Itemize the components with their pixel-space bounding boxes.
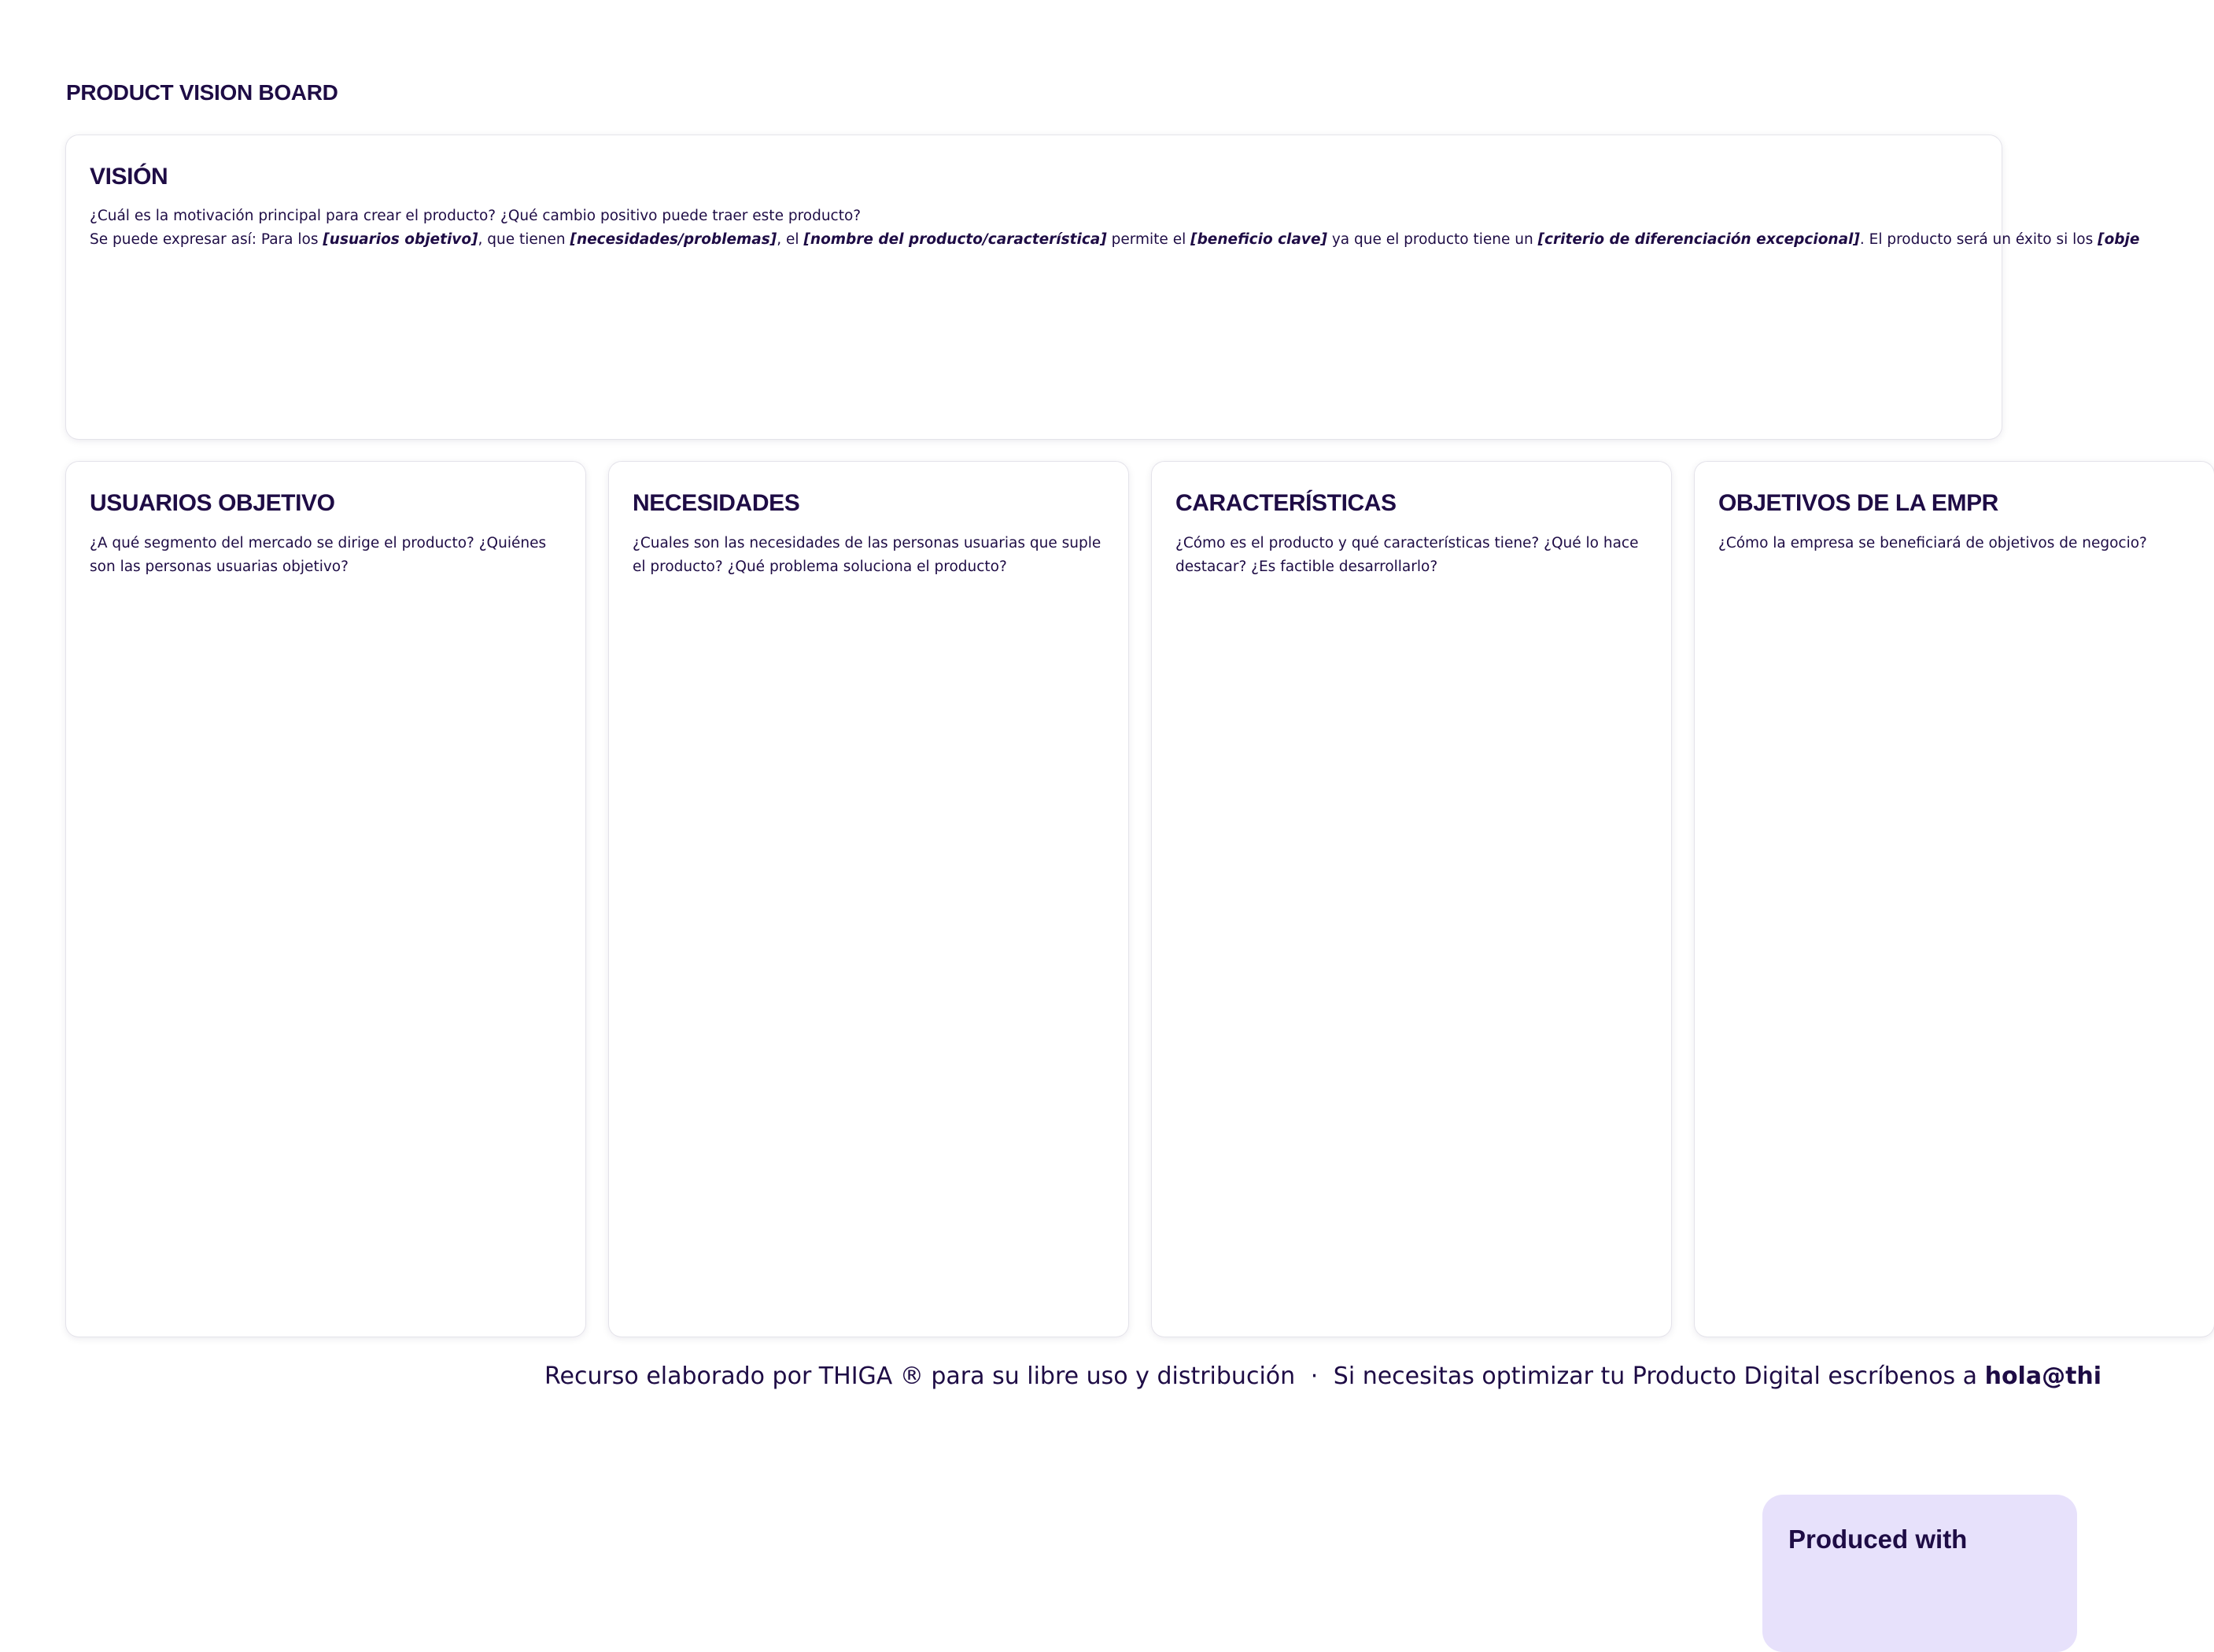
- footer-separator: ·: [1310, 1363, 1319, 1390]
- business-goals-card[interactable]: [1695, 462, 2214, 1337]
- footer-email-link[interactable]: hola@thi: [1984, 1363, 2102, 1390]
- template-placeholder: [obje: [2098, 231, 2140, 248]
- template-placeholder: [beneficio clave]: [1190, 231, 1327, 248]
- template-text: , que tienen: [478, 231, 570, 248]
- board-title: PRODUCT VISION BOARD: [66, 80, 338, 105]
- template-placeholder: [nombre del producto/característica]: [803, 231, 1107, 248]
- target-users-card[interactable]: [66, 462, 585, 1337]
- template-text: , el: [777, 231, 804, 248]
- produced-with-label: Produced with: [1788, 1525, 1968, 1554]
- produced-with-badge[interactable]: [1762, 1495, 2077, 1652]
- card-title: USUARIOS OBJETIVO: [90, 490, 335, 516]
- vision-title: VISIÓN: [90, 164, 168, 190]
- card-description: ¿Cómo la empresa se beneficiará de objetivos de negocio?: [1718, 535, 2147, 551]
- card-description: ¿A qué segmento del mercado se dirige el producto? ¿Quiénes son las personas usuarias objetivo?: [90, 535, 547, 575]
- vision-template: [90, 228, 2139, 252]
- vision-card[interactable]: [66, 135, 2140, 439]
- card-description: ¿Cuales son las necesidades de las personas usuarias que suple el producto? ¿Qué problema soluciona el producto?: [633, 535, 1101, 575]
- card-title: NECESIDADES: [633, 490, 800, 516]
- card-title: CARACTERÍSTICAS: [1175, 490, 1397, 516]
- vision-question: ¿Cuál es la motivación principal para crear el producto? ¿Qué cambio positivo puede traer este producto?: [90, 208, 862, 224]
- template-text: ya que el producto tiene un: [1327, 231, 1538, 248]
- features-card[interactable]: [1152, 462, 1671, 1337]
- vision-description: [90, 205, 2139, 252]
- footer-text: Recurso elaborado por THIGA ® para su libre uso y distribución: [544, 1363, 1296, 1390]
- template-placeholder: [usuarios objetivo]: [323, 231, 478, 248]
- card-description: ¿Cómo es el producto y qué características tiene? ¿Qué lo hace destacar? ¿Es factible desarrollarlo?: [1175, 535, 1639, 575]
- template-text: Se puede expresar así: Para los: [90, 231, 323, 248]
- template-placeholder: [necesidades/problemas]: [570, 231, 777, 248]
- footer-credit: [544, 1363, 2101, 1390]
- template-text: . El producto será un éxito si los: [1859, 231, 2098, 248]
- needs-card[interactable]: [609, 462, 1128, 1337]
- template-placeholder: [criterio de diferenciación excepcional]: [1537, 231, 1860, 248]
- template-text: permite el: [1106, 231, 1191, 248]
- card-title: OBJETIVOS DE LA EMPR: [1718, 490, 1998, 516]
- footer-text: Si necesitas optimizar tu Producto Digital escríbenos a: [1333, 1363, 1985, 1390]
